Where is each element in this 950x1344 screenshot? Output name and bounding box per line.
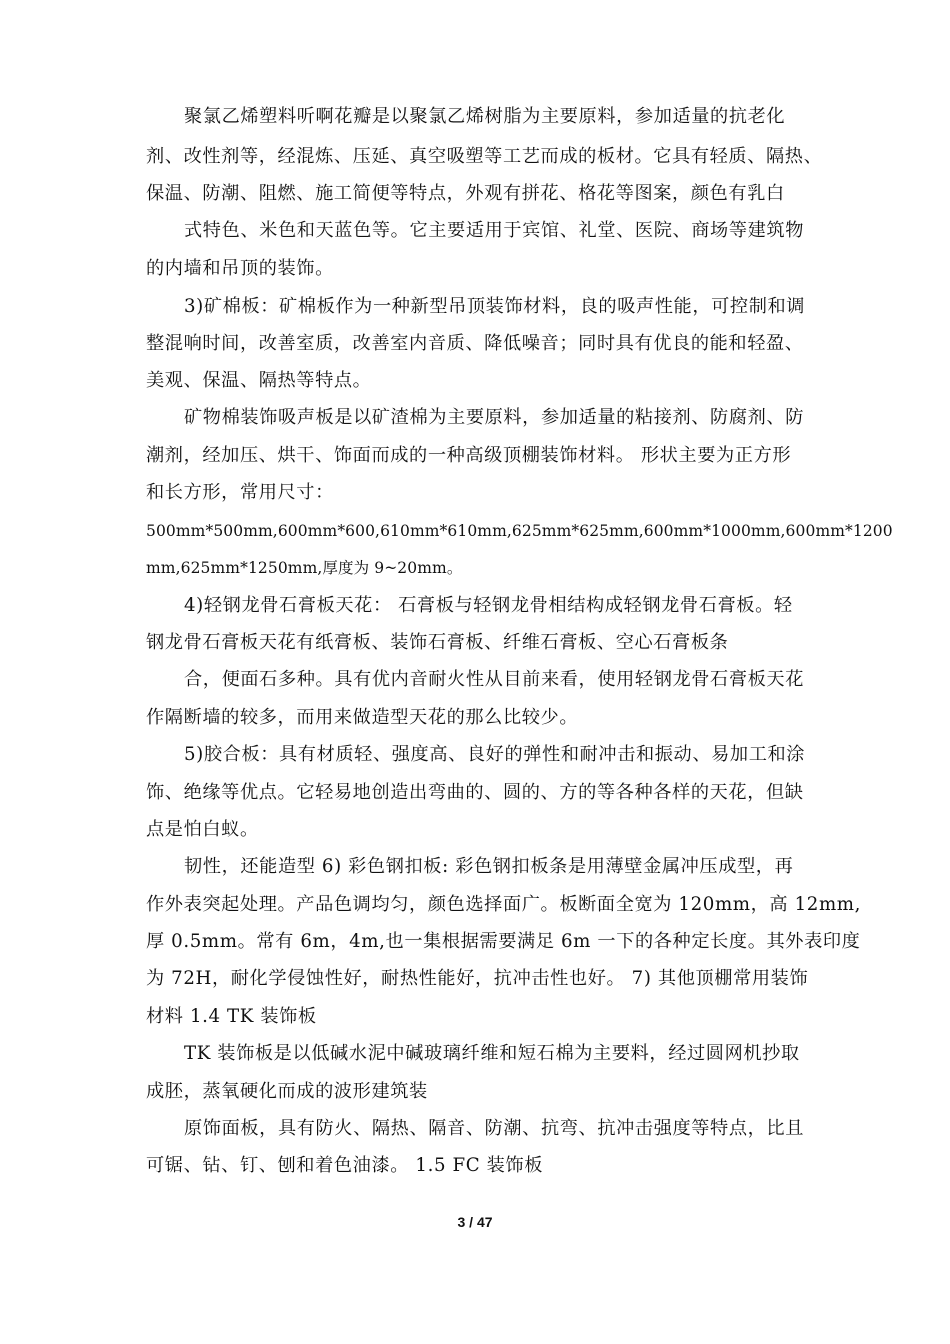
text-line: 式特色、米色和天蓝色等。它主要适用于宾馆、礼堂、医院、商场等建筑物 [184, 220, 804, 241]
text-line: 4)轻钢龙骨石膏板天花： 石膏板与轻钢龙骨相结构成轻钢龙骨石膏板。轻 [184, 595, 793, 616]
text-line: 饰、绝缘等优点。它轻易地创造出弯曲的、圆的、方的等各种各样的天花，但缺 [146, 782, 804, 803]
text-line: 作隔断墙的较多，而用来做造型天花的那么比较少。 [146, 707, 579, 728]
text-line: 矿物棉装饰吸声板是以矿渣棉为主要原料，参加适量的粘接剂、防腐剂、防 [184, 407, 804, 428]
text-line: 潮剂，经加压、烘干、饰面而成的一种高级顶棚装饰材料。 形状主要为正方形 [146, 445, 792, 466]
text-line: 剂、改性剂等，经混炼、压延、真空吸塑等工艺而成的板材。它具有轻质、隔热、 [146, 146, 823, 167]
text-line: TK 装饰板是以低碱水泥中碱玻璃纤维和短石棉为主要料，经过圆网机抄取 [184, 1043, 800, 1064]
text-line: 的内墙和吊顶的装饰。 [146, 258, 334, 279]
text-line: 可锯、钻、钉、刨和着色油漆。 1.5 FC 装饰板 [146, 1155, 543, 1176]
text-line: 整混响时间，改善室质，改善室内音质、降低噪音；同时具有优良的能和轻盈、 [146, 333, 804, 354]
text-line: 美观、保温、隔热等特点。 [146, 370, 372, 391]
text-line: mm,625mm*1250mm,厚度为 9~20mm。 [146, 559, 463, 577]
text-line: 作外表突起处理。产品色调均匀，颜色选择面广。板断面全宽为 120mm，高 12mm, [146, 894, 862, 915]
text-line: 原饰面板，具有防火、隔热、隔音、防潮、抗弯、抗冲击强度等特点，比且 [184, 1118, 804, 1139]
text-line: 为 72H，耐化学侵蚀性好，耐热性能好，抗冲击性也好。 7) 其他顶棚常用装饰 [146, 968, 809, 989]
text-line: 点是怕白蚁。 [146, 819, 259, 840]
text-line: 和长方形，常用尺寸： [146, 482, 334, 503]
text-line: 保温、防潮、阻燃、施工简便等特点，外观有拼花、格花等图案，颜色有乳白 [146, 183, 785, 204]
text-line: 韧性，还能造型 6) 彩色钢扣板: 彩色钢扣板条是用薄壁金属冲压成型，再 [184, 856, 794, 877]
page-number: 3 / 47 [457, 1214, 493, 1230]
text-line: 聚氯乙烯塑料听啊花瓣是以聚氯乙烯树脂为主要原料，参加适量的抗老化 [184, 106, 786, 127]
text-line: 5)胶合板：具有材质轻、强度高、良好的弹性和耐冲击和振动、易加工和涂 [184, 744, 806, 765]
text-line: 厚 0.5mm。常有 6m，4m,也一集根据需要满足 6m 一下的各种定长度。其外表印度 [146, 931, 861, 952]
text-line: 材料 1.4 TK 装饰板 [146, 1006, 317, 1027]
text-line: 成胚，蒸氧硬化而成的波形建筑装 [146, 1081, 428, 1102]
text-line: 合，便面石多种。具有优内音耐火性从目前来看，使用轻钢龙骨石膏板天花 [184, 669, 804, 690]
text-line: 钢龙骨石膏板天花有纸膏板、装饰石膏板、纤维石膏板、空心石膏板条 [146, 632, 729, 653]
text-line: 500mm*500mm,600mm*600,610mm*610mm,625mm*625mm,600mm*1000mm,600mm*1200 [146, 522, 893, 540]
text-line: 3)矿棉板：矿棉板作为一种新型吊顶装饰材料，良的吸声性能，可控制和调 [184, 296, 806, 317]
